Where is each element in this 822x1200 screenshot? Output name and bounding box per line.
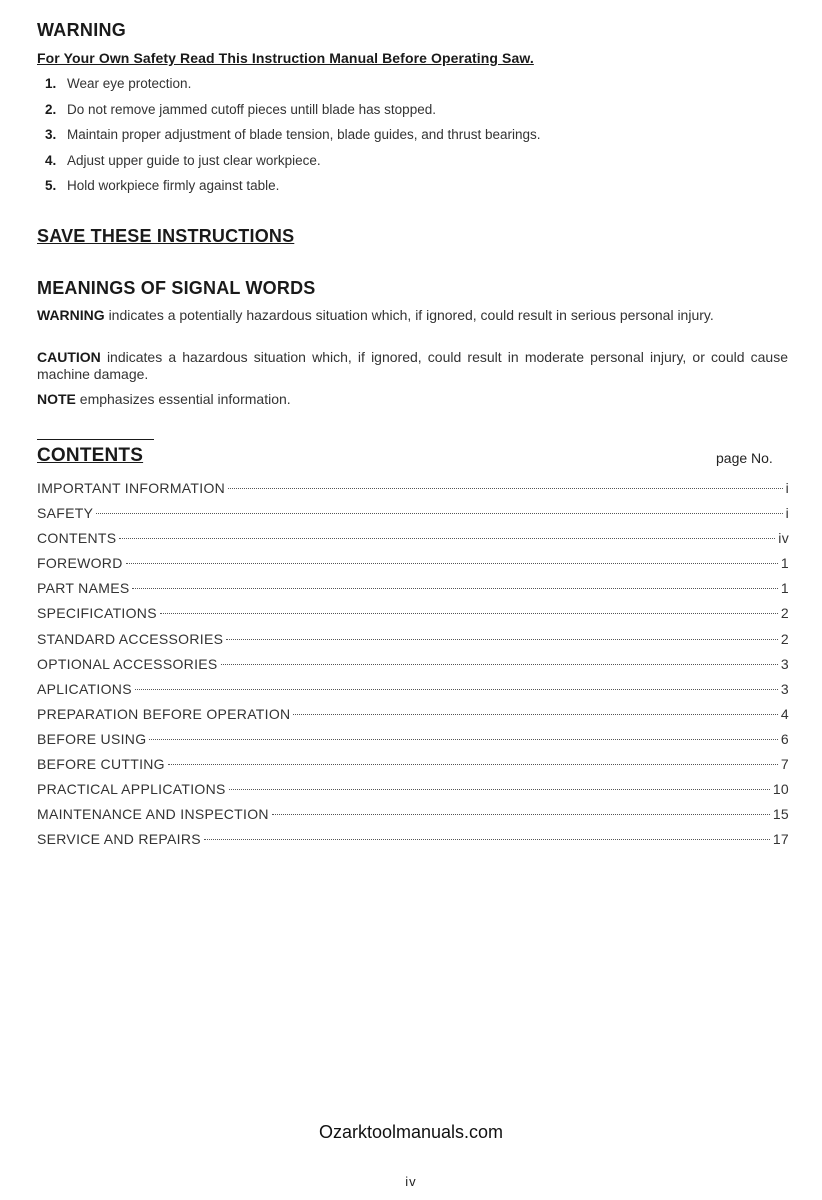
toc-entry-title: SPECIFICATIONS	[37, 605, 157, 622]
warning-item-number: 3.	[45, 127, 57, 142]
warning-list	[45, 76, 541, 204]
toc-entry-title: MAINTENANCE AND INSPECTION	[37, 806, 269, 823]
warning-item-text: Wear eye protection.	[67, 76, 192, 91]
toc-entry-page: 3	[780, 680, 789, 697]
signal-caution-text: indicates a hazardous situation which, if ignored, could result in moderate personal injury, or could cause machine damage.	[37, 349, 789, 382]
toc-entry-page: i	[785, 480, 789, 496]
warning-item	[45, 178, 541, 204]
section-divider	[37, 439, 154, 440]
toc-entry	[37, 806, 789, 831]
save-instructions-heading: SAVE THESE INSTRUCTIONS	[37, 226, 295, 246]
toc-leader-dots	[126, 563, 778, 564]
toc-entry-page: 15	[772, 806, 789, 823]
toc-entry	[37, 756, 789, 781]
page-number-column-label: page No.	[716, 450, 773, 466]
toc-leader-dots	[149, 739, 778, 740]
footer-website: Ozarktoolmanuals.com	[318, 1122, 504, 1142]
toc-entry	[37, 781, 789, 806]
signal-word-warning: WARNING	[37, 307, 105, 323]
toc-entry	[37, 580, 789, 605]
toc-entry-title: CONTENTS	[37, 530, 117, 547]
toc-entry-title: BEFORE USING	[37, 730, 147, 747]
warning-item-number: 5.	[45, 178, 57, 193]
signal-caution-paragraph	[37, 349, 788, 383]
contents-heading: CONTENTS	[37, 445, 144, 466]
toc-entry-title: SAFETY	[37, 505, 94, 522]
toc-entry-title: PREPARATION BEFORE OPERATION	[37, 705, 291, 722]
toc-entry	[37, 656, 789, 681]
toc-entry-page: iv	[778, 530, 789, 547]
warning-item-text: Hold workpiece firmly against table.	[67, 178, 280, 193]
toc-entry-page: 1	[780, 555, 789, 572]
warning-heading: WARNING	[37, 20, 127, 40]
toc-leader-dots	[168, 764, 778, 765]
toc-entry	[37, 530, 789, 555]
warning-item-number: 1.	[45, 76, 57, 91]
signal-words-heading: MEANINGS OF SIGNAL WORDS	[37, 278, 316, 298]
toc-leader-dots	[132, 588, 777, 589]
toc-entry-page: 10	[772, 781, 789, 798]
warning-item	[45, 127, 541, 153]
warning-item-number: 4.	[45, 152, 57, 168]
warning-item	[45, 102, 541, 128]
toc-entry-page: 2	[780, 630, 789, 647]
toc-leader-dots	[221, 664, 778, 665]
toc-entry-title: IMPORTANT INFORMATION	[37, 480, 226, 496]
toc-leader-dots	[272, 814, 770, 815]
warning-item-number: 2.	[45, 101, 57, 117]
warning-item	[45, 76, 541, 102]
warning-subtitle: For Your Own Safety Read This Instruction Manual Before Operating Saw.	[37, 50, 534, 66]
toc-entry	[37, 605, 789, 630]
signal-word-note: NOTE	[37, 391, 76, 407]
toc-entry	[37, 555, 789, 580]
toc-leader-dots	[135, 689, 778, 690]
toc-entry	[37, 731, 789, 756]
toc-entry	[37, 480, 789, 505]
toc-entry-page: 7	[780, 756, 789, 773]
toc-entry-page: 17	[772, 831, 789, 848]
toc-entry	[37, 681, 789, 706]
warning-item-text: Adjust upper guide to just clear workpiece.	[67, 152, 321, 168]
toc-leader-dots	[229, 789, 770, 790]
warning-item-text: Maintain proper adjustment of blade tension, blade guides, and thrust bearings.	[67, 127, 541, 142]
warning-item	[45, 153, 541, 179]
signal-warning-text: indicates a potentially hazardous situation which, if ignored, could result in serious personal injury.	[108, 307, 714, 323]
signal-word-caution: CAUTION	[37, 349, 101, 365]
toc-entry	[37, 505, 789, 530]
toc-leader-dots	[204, 839, 770, 840]
toc-entry-page: 4	[780, 705, 789, 722]
toc-leader-dots	[96, 513, 782, 514]
toc-entry-title: PRACTICAL APPLICATIONS	[37, 781, 226, 798]
table-of-contents	[37, 480, 789, 856]
toc-entry-title: FOREWORD	[37, 555, 123, 572]
toc-entry-title: PART NAMES	[37, 580, 130, 597]
toc-entry	[37, 831, 789, 856]
toc-entry-title: OPTIONAL ACCESSORIES	[37, 655, 218, 672]
toc-entry-page: 6	[780, 730, 789, 747]
signal-warning-paragraph	[37, 307, 788, 324]
toc-entry-title: STANDARD ACCESSORIES	[37, 630, 224, 647]
toc-leader-dots	[293, 714, 777, 715]
toc-entry-title: APLICATIONS	[37, 680, 132, 697]
footer-page-number: iv	[405, 1174, 417, 1189]
toc-entry-page: 3	[780, 655, 789, 672]
toc-entry-title: SERVICE AND REPAIRS	[37, 831, 201, 848]
toc-leader-dots	[228, 488, 783, 489]
signal-note-paragraph	[37, 391, 788, 408]
toc-entry-page: 2	[780, 605, 789, 622]
toc-leader-dots	[160, 613, 778, 614]
toc-leader-dots	[119, 538, 775, 539]
toc-entry-page: i	[785, 505, 789, 522]
toc-entry-page: 1	[780, 580, 789, 597]
warning-item-text: Do not remove jammed cutoff pieces untill blade has stopped.	[67, 101, 436, 117]
toc-entry	[37, 706, 789, 731]
toc-entry	[37, 631, 789, 656]
signal-note-text: emphasizes essential information.	[79, 391, 291, 407]
toc-entry-title: BEFORE CUTTING	[37, 756, 165, 773]
toc-leader-dots	[226, 639, 778, 640]
